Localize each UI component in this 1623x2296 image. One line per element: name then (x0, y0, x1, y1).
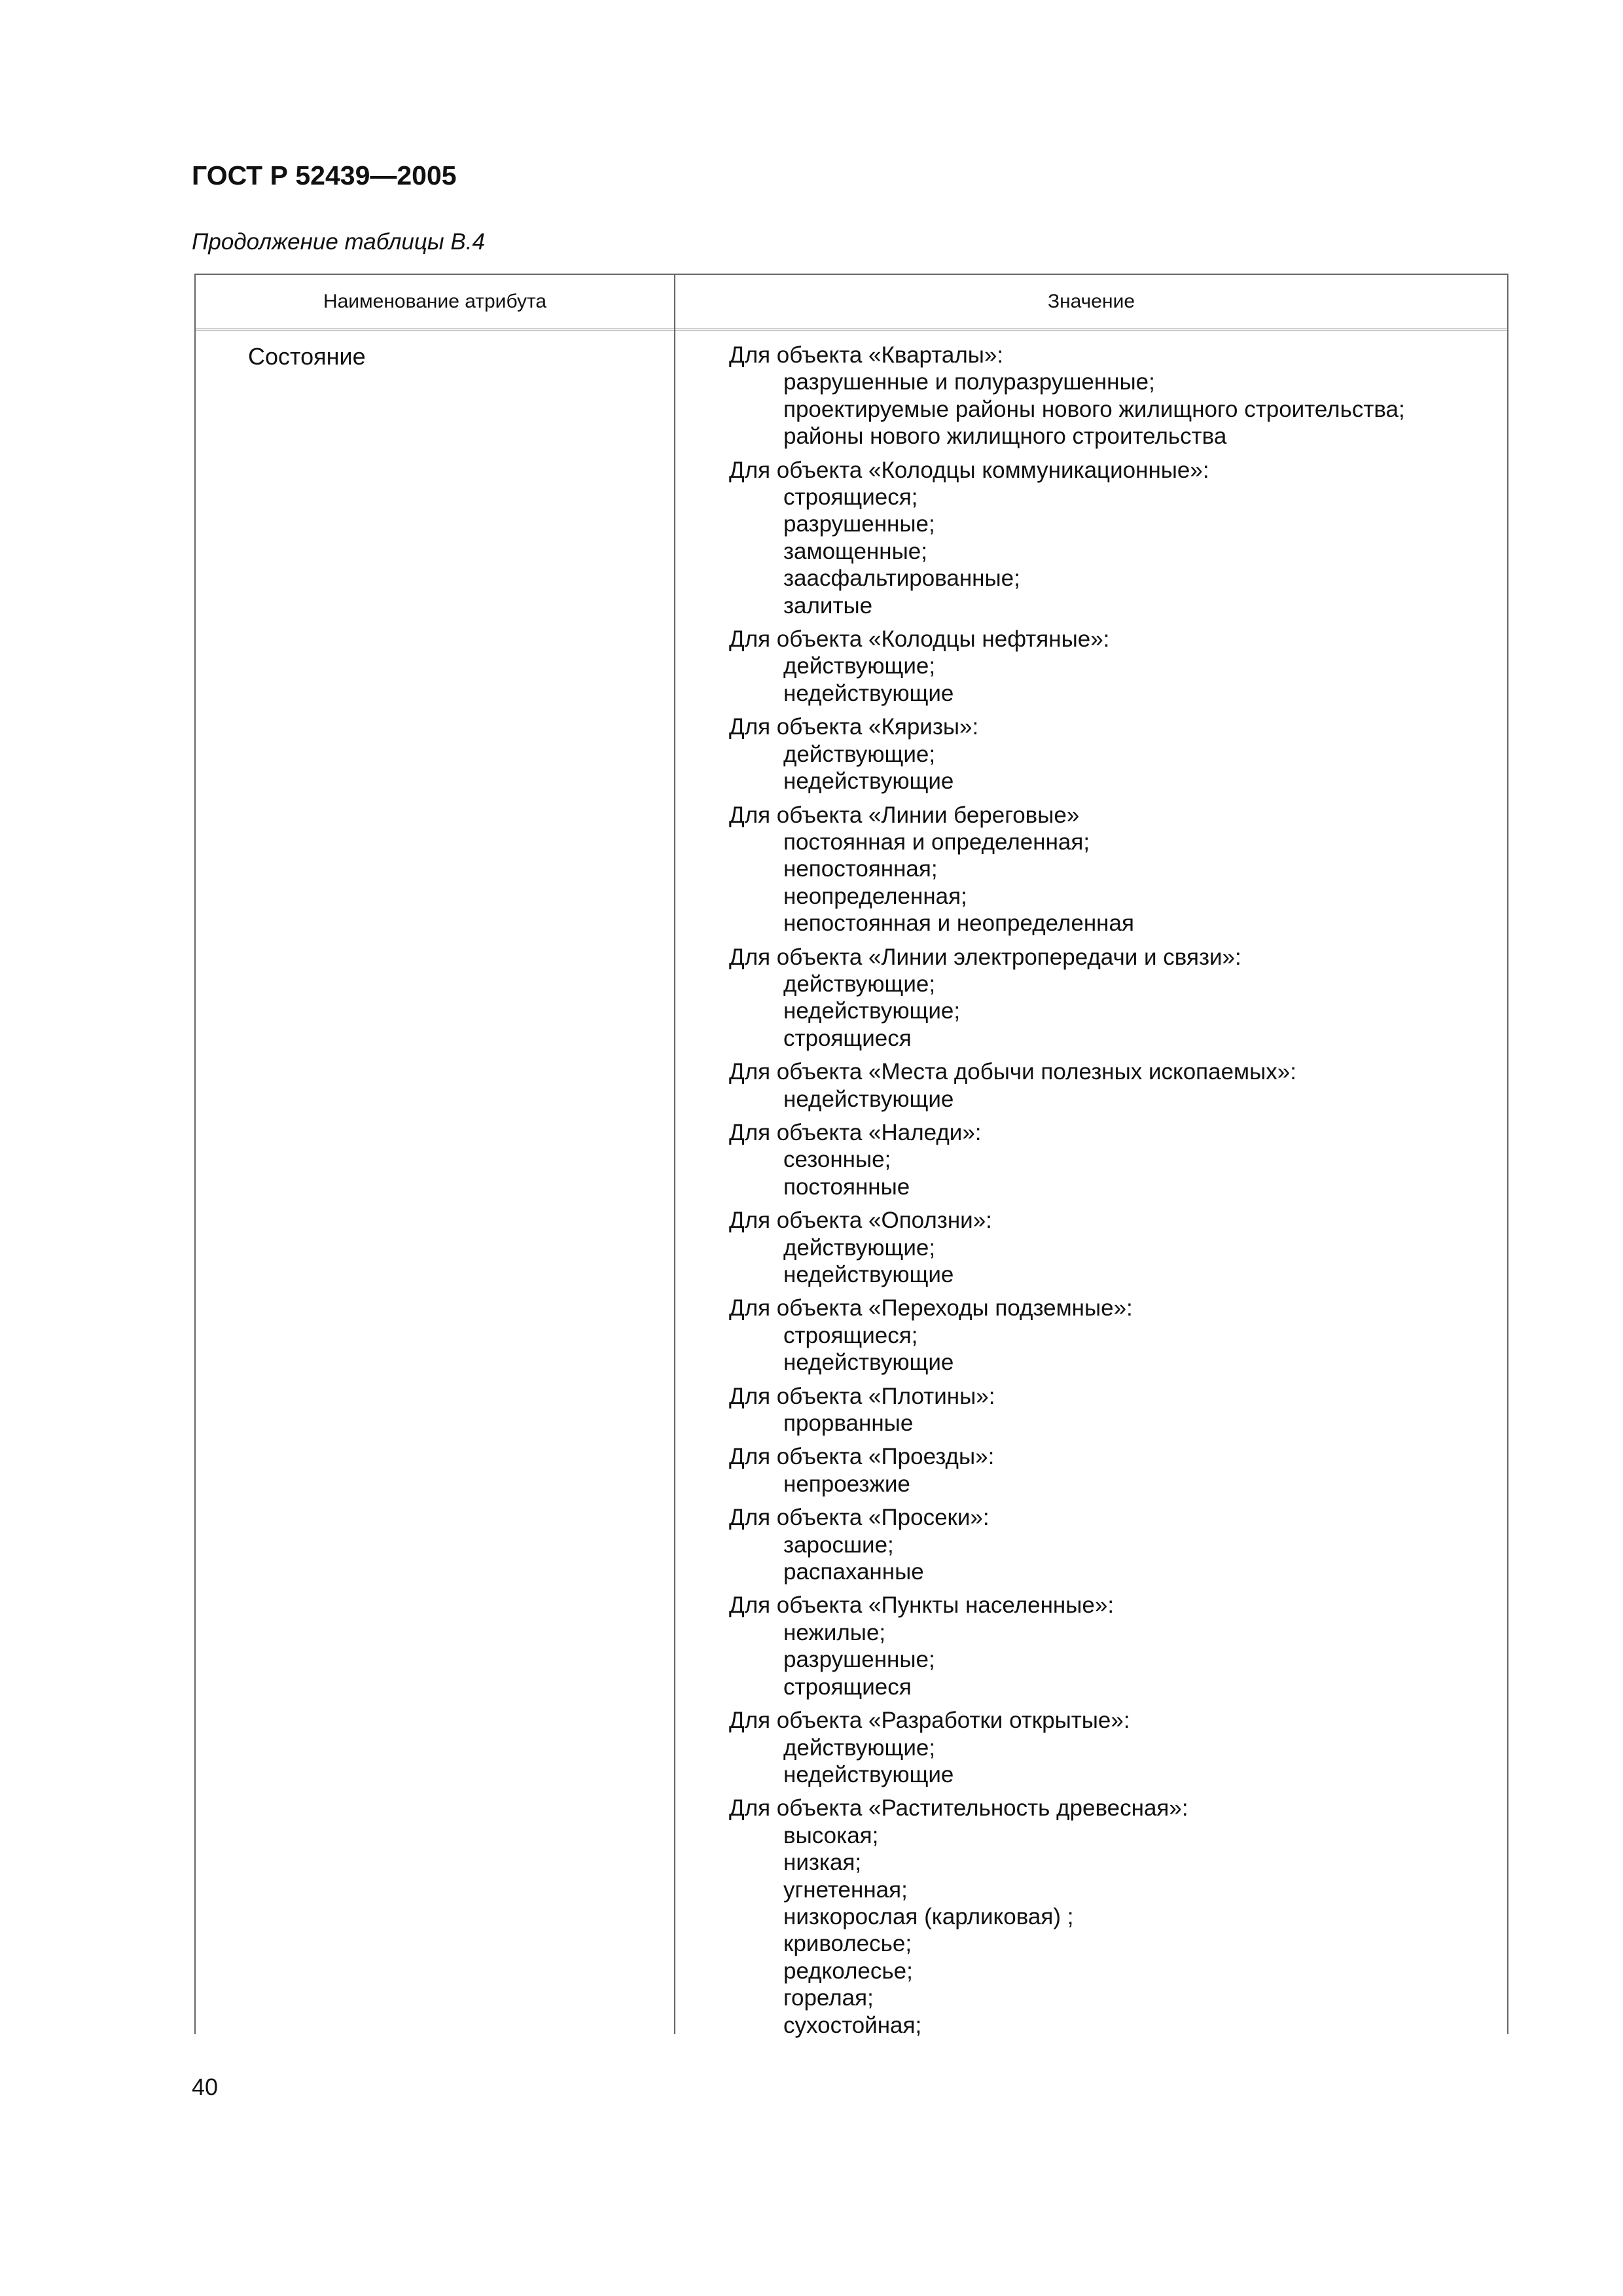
object-heading: Для объекта «Колодцы нефтяные»: (729, 626, 1110, 653)
state-value: непроезжие (783, 1471, 910, 1497)
value-group (729, 1592, 1501, 1700)
state-value: залитые (783, 592, 873, 619)
object-heading: Для объекта «Пункты населенные»: (729, 1592, 1115, 1619)
object-heading: Для объекта «Оползни»: (729, 1208, 992, 1234)
value-group (729, 1119, 1501, 1200)
state-value: прорванные (783, 1410, 914, 1437)
state-value: сезонные; (783, 1147, 891, 1173)
attribute-table (194, 274, 1508, 2038)
document-code: ГОСТ Р 52439—2005 (192, 160, 457, 190)
object-heading: Для объекта «Места добычи полезных ископаемых»: (729, 1059, 1296, 1085)
state-value: постоянная и определенная; (783, 829, 1090, 855)
state-value: разрушенные; (783, 511, 935, 537)
state-value: редколесье; (783, 1958, 913, 1984)
object-heading: Для объекта «Наледи»: (729, 1119, 982, 1145)
state-value: распаханные (783, 1559, 924, 1585)
column-divider (674, 275, 675, 2034)
object-heading: Для объекта «Кяризы»: (729, 714, 979, 740)
table-header (196, 275, 1507, 331)
state-value: непостоянная и неопределенная (783, 910, 1134, 937)
object-heading: Для объекта «Линии электропередачи и связи»: (729, 944, 1241, 970)
state-value: недействующие (783, 1761, 954, 1787)
object-heading: Для объекта «Проезды»: (729, 1444, 995, 1470)
state-value: разрушенные и полуразрушенные; (783, 369, 1155, 395)
value-group (729, 1504, 1501, 1585)
state-value: низкорослая (карликовая) ; (783, 1903, 1074, 1929)
state-value: криволесье; (783, 1931, 912, 1957)
value-group (729, 457, 1501, 619)
object-heading: Для объекта «Линии береговые» (729, 802, 1080, 828)
state-value: постоянные (783, 1174, 910, 1200)
state-value: действующие; (783, 741, 936, 767)
state-value: заасфальтированные; (783, 565, 1020, 592)
value-group (729, 626, 1501, 707)
state-value: действующие; (783, 1234, 936, 1261)
table-caption: Продолжение таблицы В.4 (192, 229, 485, 255)
object-heading: Для объекта «Кварталы»: (729, 342, 1004, 368)
value-group (729, 802, 1501, 937)
state-value: строящиеся; (783, 1322, 918, 1348)
state-value: строящиеся; (783, 484, 918, 511)
column-header-value: Значение (1047, 291, 1135, 312)
state-value: нежилые; (783, 1619, 886, 1645)
value-group (729, 1207, 1501, 1288)
state-value: действующие; (783, 1734, 936, 1761)
value-group (729, 1707, 1501, 1788)
value-group (729, 713, 1501, 795)
state-value: проектируемые районы нового жилищного строительства; (783, 396, 1405, 422)
object-heading: Для объекта «Переходы подземные»: (729, 1295, 1133, 1321)
state-value: районы нового жилищного строительства (783, 423, 1227, 450)
state-value: недействующие (783, 680, 954, 706)
state-value: горелая; (783, 1985, 874, 2011)
state-value: замощенные; (783, 538, 927, 564)
state-value: недействующие; (783, 998, 961, 1024)
state-value: неопределенная; (783, 883, 967, 909)
state-value: высокая; (783, 1822, 879, 1848)
value-group (729, 1443, 1501, 1498)
state-value: действующие; (783, 653, 936, 679)
page-number: 40 (192, 2073, 219, 2100)
value-group (729, 1795, 1501, 2039)
object-heading: Для объекта «Просеки»: (729, 1505, 990, 1531)
object-heading: Для объекта «Колодцы коммуникационные»: (729, 457, 1209, 483)
state-value: разрушенные; (783, 1647, 935, 1673)
state-value: непостоянная; (783, 856, 938, 882)
state-value: недействующие (783, 1262, 954, 1287)
object-heading: Для объекта «Разработки открытые»: (729, 1708, 1130, 1734)
object-heading: Для объекта «Плотины»: (729, 1383, 995, 1409)
object-heading: Для объекта «Растительность древесная»: (729, 1795, 1188, 1821)
column-header-attribute: Наименование атрибута (323, 291, 547, 312)
state-value: действующие; (783, 971, 936, 997)
state-value: сухостойная; (783, 2012, 922, 2038)
attribute-name: Состояние (248, 343, 366, 370)
state-value: угнетенная; (783, 1876, 908, 1903)
state-value: недействующие (783, 1350, 954, 1376)
state-value: строящиеся (783, 1674, 912, 1700)
value-group (729, 342, 1501, 450)
state-value: недействующие (783, 1086, 954, 1112)
value-group (729, 1295, 1501, 1376)
value-group (729, 944, 1501, 1052)
attribute-values (729, 342, 1501, 2045)
state-value: недействующие (783, 768, 954, 795)
state-value: заросшие; (783, 1532, 894, 1558)
state-value: строящиеся (783, 1025, 912, 1051)
state-value: низкая; (783, 1850, 862, 1876)
value-group (729, 1058, 1501, 1113)
value-group (729, 1383, 1501, 1437)
